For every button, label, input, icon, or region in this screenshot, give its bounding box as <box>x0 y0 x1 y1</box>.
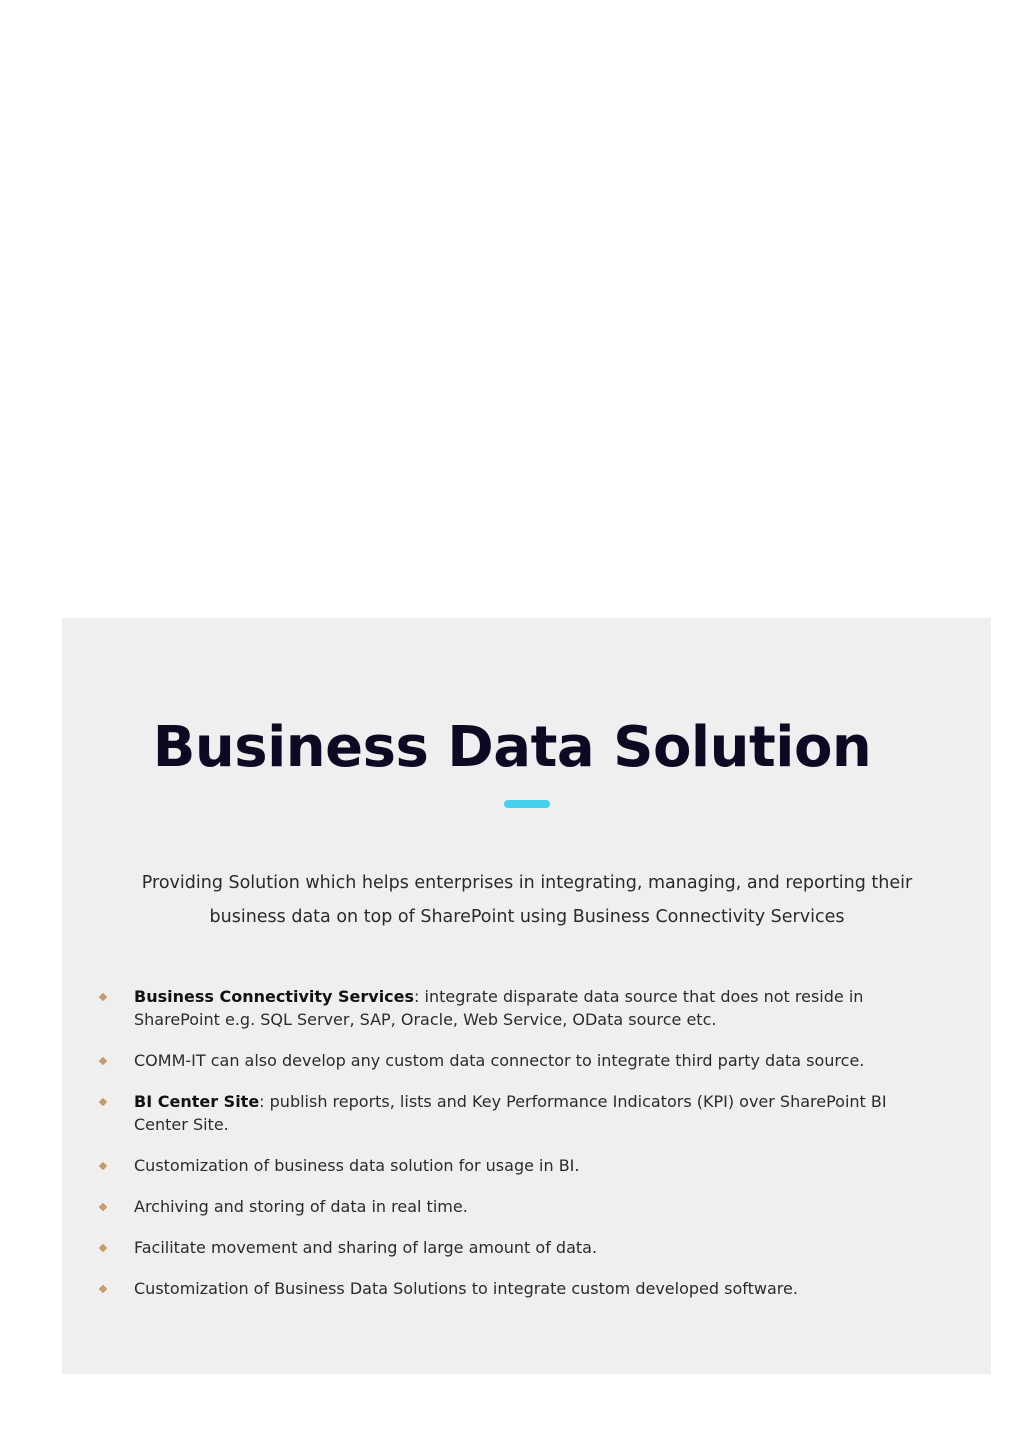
section-intro: Providing Solution which helps enterprises in integrating, managing, and reporting their business data on top of SharePoint using Business Connectivity Services <box>141 873 913 927</box>
diamond-bullet-icon <box>99 1285 107 1293</box>
feature-item <box>98 1049 918 1072</box>
title-underline <box>504 800 550 808</box>
feature-list <box>98 985 918 1318</box>
diamond-bullet-icon <box>99 993 107 1001</box>
feature-item <box>98 1195 918 1218</box>
feature-text: Customization of Business Data Solutions to integrate custom developed software. <box>134 1279 798 1298</box>
feature-item <box>98 985 918 1031</box>
diamond-bullet-icon <box>99 1244 107 1252</box>
feature-item <box>98 1236 918 1259</box>
feature-text: : integrate disparate data source that does not reside in SharePoint e.g. SQL Server, SAP, Oracle, Web Service, OData source etc. <box>134 987 864 1029</box>
feature-item <box>98 1277 918 1300</box>
feature-text: Archiving and storing of data in real time. <box>134 1197 468 1216</box>
feature-text: Facilitate movement and sharing of large amount of data. <box>134 1238 598 1257</box>
diamond-bullet-icon <box>99 1098 107 1106</box>
feature-item <box>98 1154 918 1177</box>
diamond-bullet-icon <box>99 1162 107 1170</box>
section-title: Business Data Solution <box>152 715 872 780</box>
diamond-bullet-icon <box>99 1057 107 1065</box>
feature-item <box>98 1090 918 1136</box>
feature-text: : publish reports, lists and Key Performance Indicators (KPI) over SharePoint BI Center Site. <box>134 1092 887 1134</box>
feature-bold: BI Center Site <box>134 1092 260 1111</box>
feature-text: COMM-IT can also develop any custom data connector to integrate third party data source. <box>134 1051 865 1070</box>
feature-text: Customization of business data solution for usage in BI. <box>134 1156 580 1175</box>
diamond-bullet-icon <box>99 1203 107 1211</box>
feature-bold: Business Connectivity Services <box>134 987 415 1006</box>
